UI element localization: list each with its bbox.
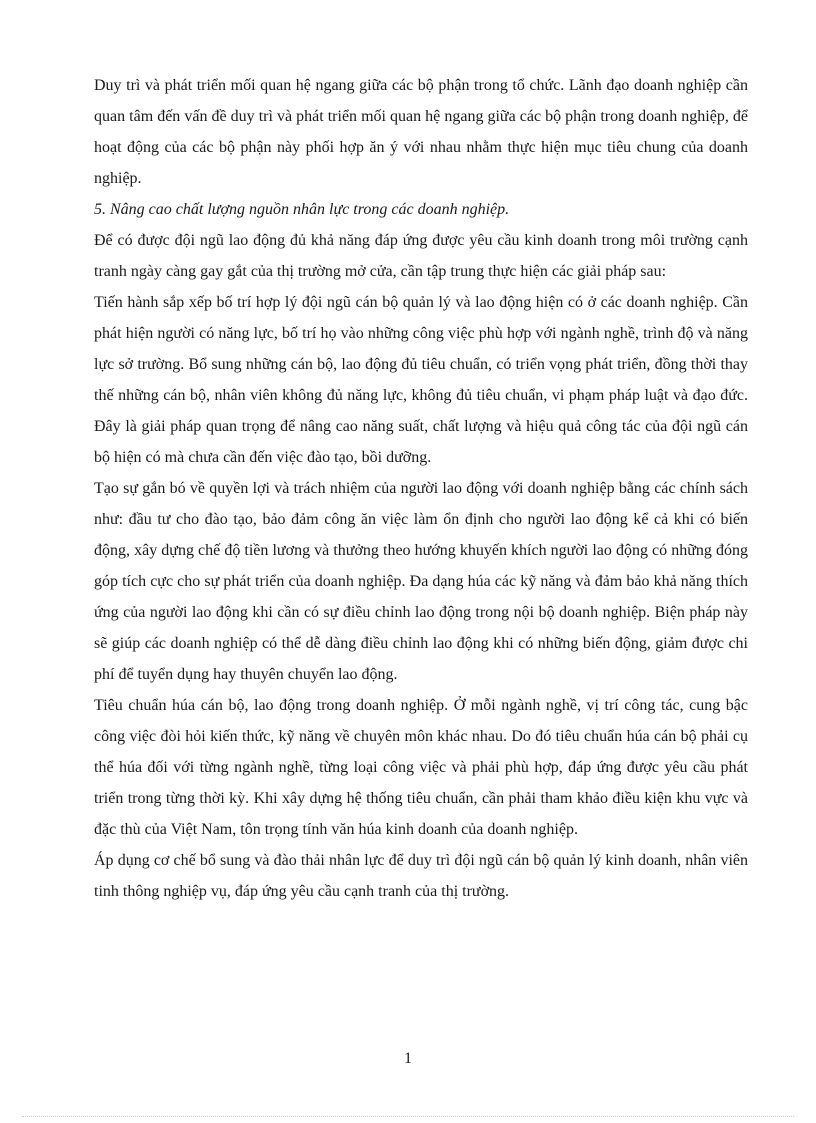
page-bottom-divider [22,1116,794,1117]
paragraph-standardization: Tiêu chuẩn húa cán bộ, lao động trong doanh nghiệp. Ở mỗi ngành nghề, vị trí công tác, cung bậc công việc đòi hỏi kiến thức, kỹ năng về chuyên môn khác nhau. Do đó tiêu chuẩn húa cán bộ phải cụ thể húa đối với từng ngành nghề, từng loại công việc và phải phù hợp, đáp ứng được yêu cầu phát triển trong từng thời kỳ. Khi xây dựng hệ thống tiêu chuẩn, cần phải tham khảo điều kiện khu vực và đặc thù của Việt Nam, tôn trọng tính văn húa kinh doanh của doanh nghiệp. [94,697,748,838]
page-number: 1 [404,1050,412,1067]
paragraph-intro: Để có được đội ngũ lao động đủ khả năng đáp ứng được yêu cầu kinh doanh trong môi trường cạnh tranh ngày càng gay gắt của thị trường mở cửa, cần tập trung thực hiện các giải pháp sau: [94,232,748,280]
document-body [94,70,748,907]
paragraph-arrangement: Tiến hành sắp xếp bố trí hợp lý đội ngũ cán bộ quản lý và lao động hiện có ở các doanh nghiệp. Cần phát hiện người có năng lực, bố trí họ vào những công việc phù hợp với ngành nghề, trình độ và năng lực sở trường. Bổ sung những cán bộ, lao động đủ tiêu chuẩn, có triển vọng phát triển, đồng thời thay thế những cán bộ, nhân viên không đủ năng lực, không đủ tiêu chuẩn, vi phạm pháp luật và đạo đức. Đây là giải pháp quan trọng để nâng cao năng suất, chất lượng và hiệu quả công tác của đội ngũ cán bộ hiện có mà chưa cần đến việc đào tạo, bồi dưỡng. [94,294,748,466]
paragraph-commitment: Tạo sự gắn bó về quyền lợi và trách nhiệm của người lao động với doanh nghiệp bằng các chính sách như: đầu tư cho đào tạo, bảo đảm công ăn việc làm ổn định cho người lao động kể cả khi có biến động, xây dựng chế độ tiền lương và thưởng theo hướng khuyến khích người lao động có những đóng góp tích cực cho sự phát triển của doanh nghiệp. Đa dạng húa các kỹ năng và đảm bảo khả năng thích ứng của người lao động khi cần có sự điều chỉnh lao động trong nội bộ doanh nghiệp. Biện pháp này sẽ giúp các doanh nghiệp có thể dễ dàng điều chỉnh lao động khi có những biến động, giảm được chi phí để tuyển dụng hay thuyên chuyển lao động. [94,480,748,683]
paragraph-relations: Duy trì và phát triển mối quan hệ ngang giữa các bộ phận trong tổ chức. Lãnh đạo doanh nghiệp cần quan tâm đến vấn đề duy trì và phát triển mối quan hệ ngang giữa các bộ phận trong doanh nghiệp, để hoạt động của các bộ phận này phối hợp ăn ý với nhau nhằm thực hiện mục tiêu chung của doanh nghiệp. [94,77,748,187]
section-heading: 5. Nâng cao chất lượng nguồn nhân lực trong các doanh nghiệp. [94,201,510,218]
paragraph-mechanism: Áp dụng cơ chế bổ sung và đào thải nhân lực để duy trì đội ngũ cán bộ quản lý kinh doanh, nhân viên tinh thông nghiệp vụ, đáp ứng yêu cầu cạnh tranh của thị trường. [94,852,748,900]
